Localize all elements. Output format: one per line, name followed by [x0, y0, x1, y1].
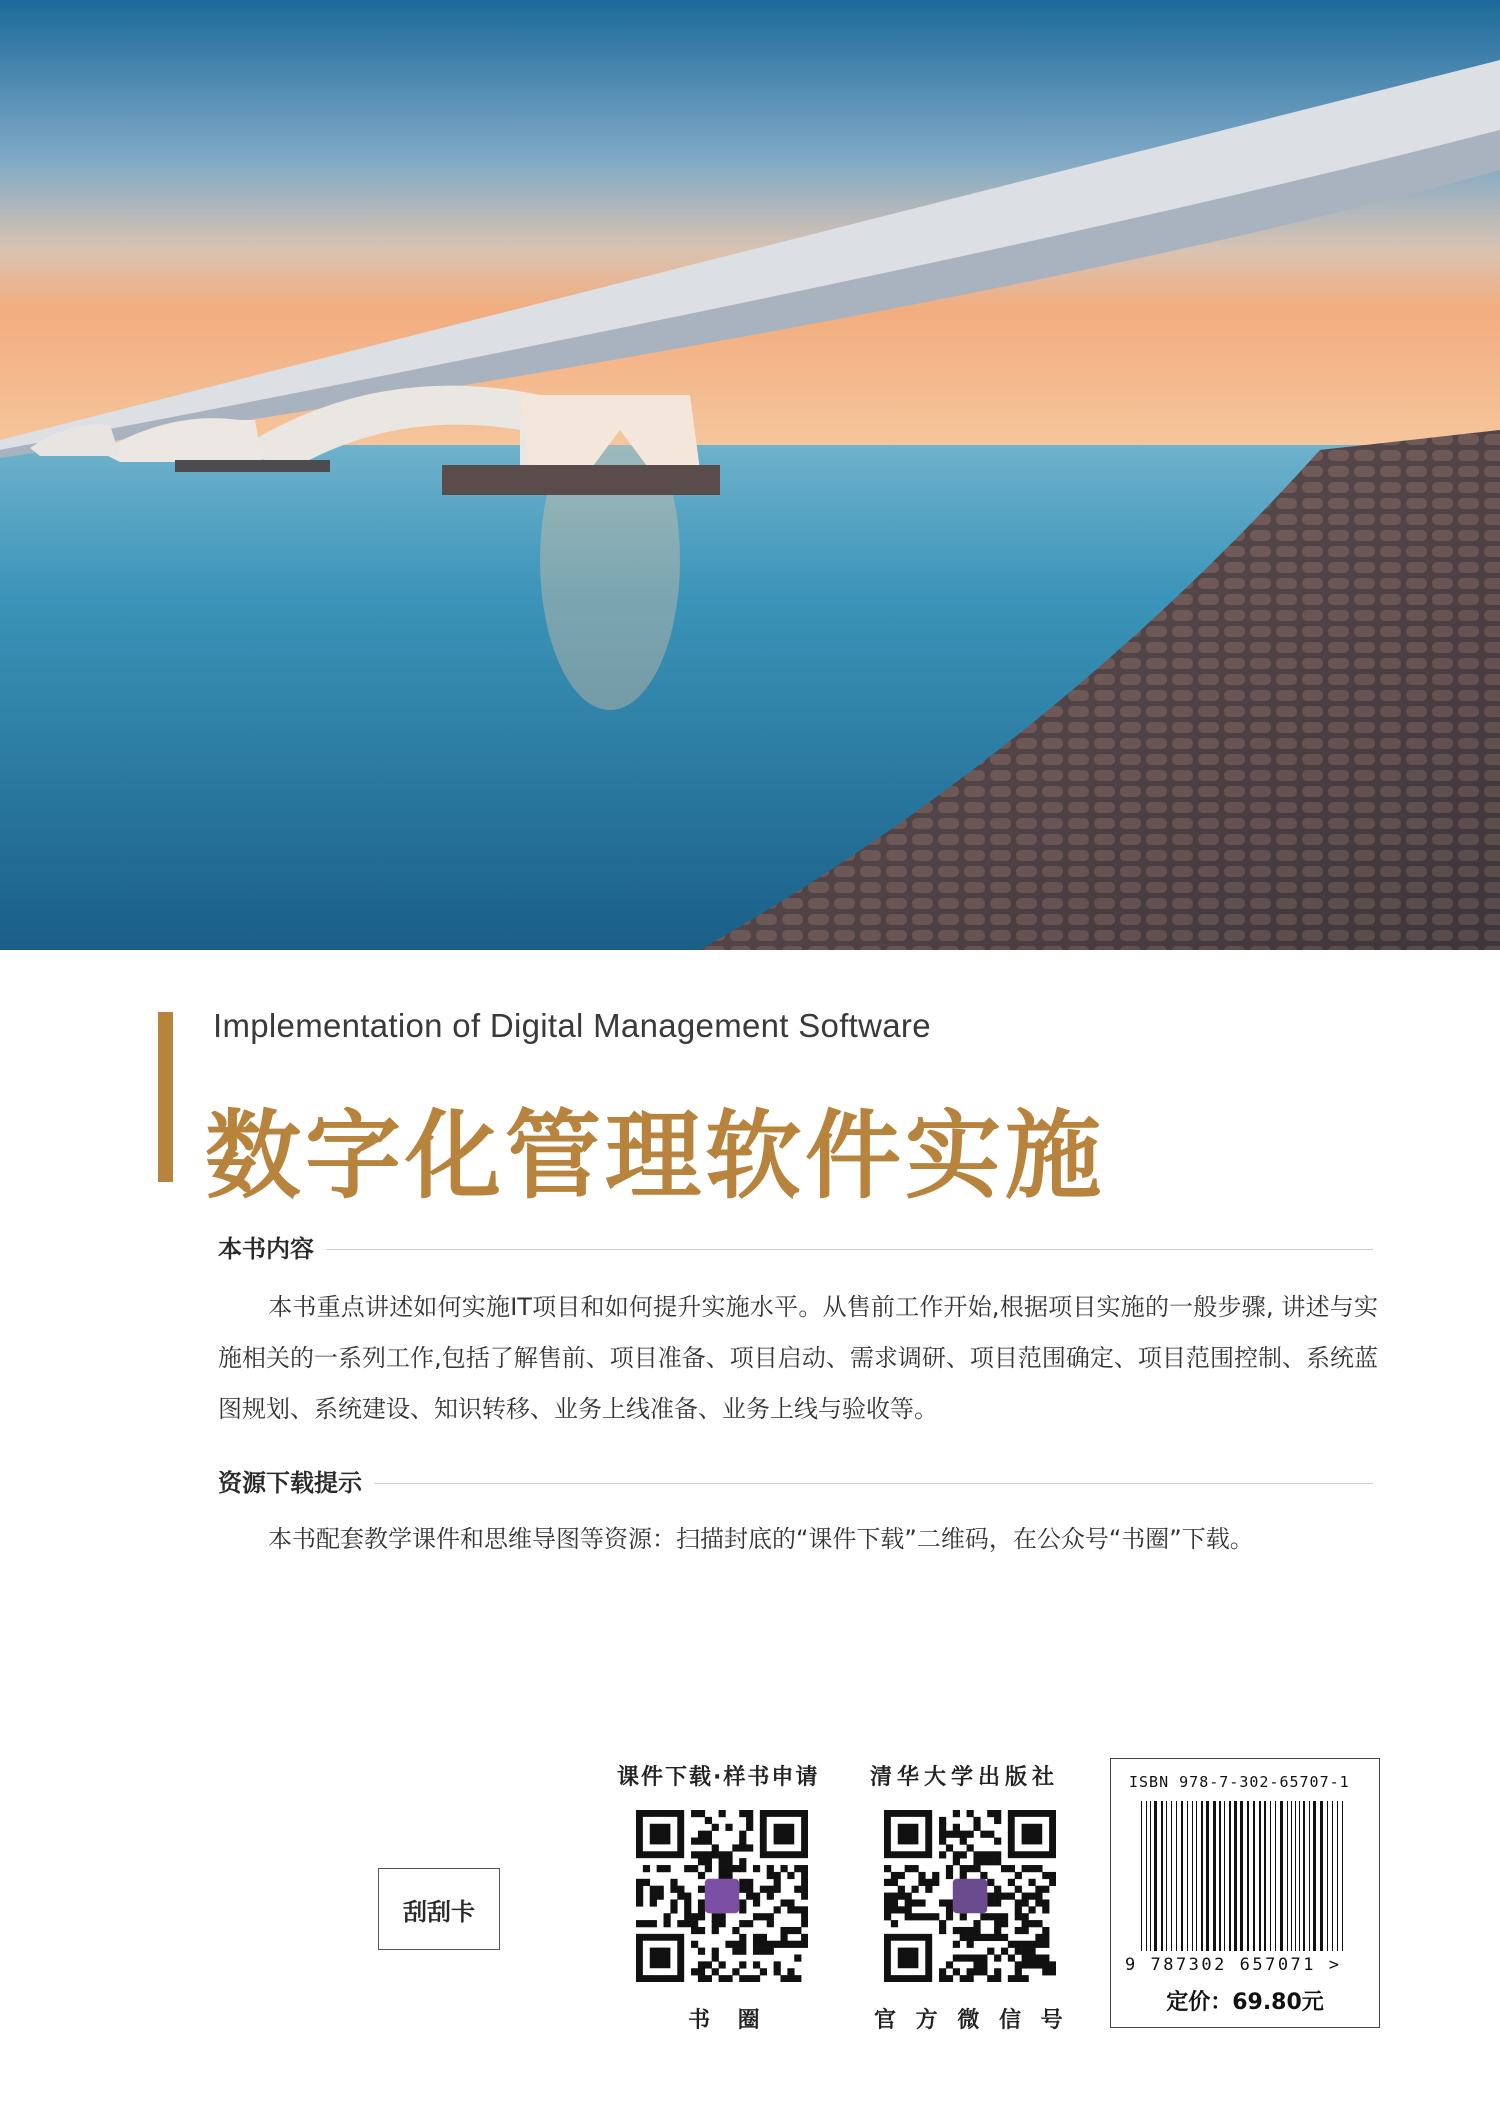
section-rule [218, 1249, 1373, 1250]
qr-logo-icon [705, 1879, 739, 1913]
contents-paragraph [218, 1282, 1378, 1435]
contents-text: 本书重点讲述如何实施IT项目和如何提升实施水平。从售前工作开始,根据项目实施的一般步骤, 讲述与实施相关的一系列工作,包括了解售前、项目准备、项目启动、需求调研、项目范围确定、项目范围控制、系统蓝图规划、系统建设、知识转移、业务上线准备、业务上线与验收等。 [218, 1293, 1378, 1423]
price: 定价：69.80元 [1166, 1990, 1324, 2015]
qr-caption-courseware: 课件下载·样书申请 [617, 1765, 820, 1790]
qr-modules [884, 1810, 1056, 1982]
isbn-barcode-box [1110, 1758, 1380, 2028]
barcode-graphic [1141, 1801, 1351, 1951]
book-title: 数字化管理软件实施 [205, 1099, 1105, 1212]
qr-modules [636, 1810, 808, 1982]
title-accent-bar [158, 1012, 173, 1182]
qr-code-publisher[interactable] [884, 1810, 1056, 1982]
qr-caption-shuquan: 书 圈 [688, 2008, 770, 2033]
resources-text: 本书配套教学课件和思维导图等资源：扫描封底的“课件下载”二维码，在公众号“书圈”下载。 [268, 1525, 1254, 1553]
qr-code-courseware[interactable] [636, 1810, 808, 1982]
section-heading-label: 本书内容 [218, 1232, 326, 1266]
english-subtitle: Implementation of Digital Management Software [213, 1007, 931, 1044]
cover-photo [0, 0, 1500, 950]
section-heading-label: 资源下载提示 [218, 1466, 374, 1500]
barcode-digits: 9 787302 657071 > [1125, 1955, 1342, 1975]
section-heading-resources [218, 1466, 1373, 1500]
scratch-card [378, 1868, 500, 1950]
section-rule [218, 1483, 1373, 1484]
resources-paragraph [218, 1514, 1378, 1565]
scratch-card-label: 刮刮卡 [403, 1897, 475, 1926]
qr-caption-official-wechat: 官 方 微 信 号 [874, 2008, 1069, 2033]
section-heading-contents [218, 1232, 1373, 1266]
qr-logo-icon [953, 1879, 987, 1913]
qr-caption-publisher: 清华大学出版社 [870, 1765, 1060, 1790]
bridge-photo-illustration [0, 0, 1500, 950]
isbn-number: ISBN 978-7-302-65707-1 [1129, 1773, 1350, 1791]
